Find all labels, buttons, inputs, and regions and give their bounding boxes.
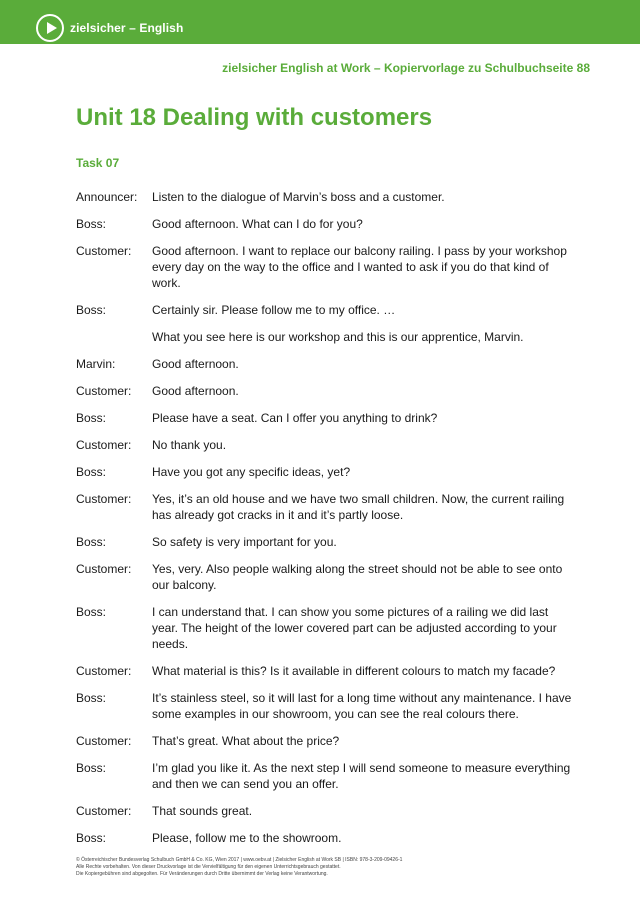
dialogue-line: [76, 491, 576, 523]
dialogue-line: [76, 302, 576, 318]
speaker-label: Customer:: [76, 664, 132, 678]
task-label: Task 07: [76, 156, 120, 170]
line-text: Please, follow me to the showroom.: [152, 831, 342, 845]
dialogue-line: [76, 410, 576, 426]
dialogue-line: [76, 216, 576, 232]
brand-name: zielsicher – English: [70, 21, 184, 35]
play-icon: [36, 14, 64, 42]
dialogue-line: [76, 604, 576, 652]
line-text: Certainly sir. Please follow me to my office. …: [152, 303, 396, 317]
line-text: So safety is very important for you.: [152, 535, 337, 549]
dialogue-line: [76, 690, 576, 722]
dialogue-line: [76, 830, 576, 846]
line-text: No thank you.: [152, 438, 227, 452]
line-text: Good afternoon.: [152, 384, 239, 398]
speaker-label: Announcer:: [76, 190, 138, 204]
line-text: Yes, it’s an old house and we have two small children. Now, the current railing has already got cracks in it and it’s partly loose.: [152, 492, 565, 522]
footer-line: Die Kopiergebühren sind abgegolten. Für Veränderungen durch Dritte übernimmt der Verlag keine Verantwortung.: [76, 871, 328, 877]
dialogue-line: [76, 189, 576, 205]
dialogue-line: [76, 383, 576, 399]
line-text: Good afternoon. What can I do for you?: [152, 217, 363, 231]
dialogue-line: [76, 534, 576, 550]
speaker-label: Customer:: [76, 562, 132, 576]
dialogue-line: [76, 464, 576, 480]
brand-logo: [36, 14, 183, 42]
page-subtitle: zielsicher English at Work – Kopiervorlage zu Schulbuchseite 88: [222, 61, 590, 75]
footer-line: Alle Rechte vorbehalten. Von dieser Druckvorlage ist die Vervielfältigung für den eigenen Unterrichtsgebrauch gestattet.: [76, 864, 341, 870]
copyright-footer: [76, 857, 576, 878]
speaker-label: Boss:: [76, 411, 107, 425]
line-text: What you see here is our workshop and this is our apprentice, Marvin.: [152, 330, 524, 344]
speaker-label: Customer:: [76, 492, 132, 506]
speaker-label: Marvin:: [76, 357, 116, 371]
speaker-label: Boss:: [76, 831, 107, 845]
dialogue-line: [76, 356, 576, 372]
line-text: What material is this? Is it available in different colours to match my facade?: [152, 664, 556, 678]
line-text: Please have a seat. Can I offer you anything to drink?: [152, 411, 438, 425]
speaker-label: Boss:: [76, 535, 107, 549]
dialogue-line: [76, 437, 576, 453]
speaker-label: Boss:: [76, 691, 107, 705]
dialogue-transcript: [76, 189, 576, 857]
speaker-label: Customer:: [76, 438, 132, 452]
speaker-label: [76, 329, 152, 345]
line-text: Good afternoon. I want to replace our balcony railing. I pass by your workshop every day on the way to the office and I wanted to ask if you do that kind of work.: [152, 244, 567, 290]
dialogue-line: [76, 760, 576, 792]
line-text: I’m glad you like it. As the next step I will send someone to measure everything and then we can send you an offer.: [152, 761, 571, 791]
line-text: Listen to the dialogue of Marvin’s boss and a customer.: [152, 190, 445, 204]
speaker-label: Boss:: [76, 605, 107, 619]
line-text: Good afternoon.: [152, 357, 239, 371]
dialogue-line: [76, 329, 576, 345]
dialogue-line: [76, 561, 576, 593]
line-text: That sounds great.: [152, 804, 253, 818]
dialogue-line: [76, 803, 576, 819]
dialogue-line: [76, 243, 576, 291]
dialogue-line: [76, 733, 576, 749]
speaker-label: Boss:: [76, 303, 107, 317]
speaker-label: Boss:: [76, 217, 107, 231]
speaker-label: Customer:: [76, 384, 132, 398]
page-title: Unit 18 Dealing with customers: [76, 104, 433, 131]
line-text: It’s stainless steel, so it will last for a long time without any maintenance. I have some examples in our showroom, you can see the real colours there.: [152, 691, 572, 721]
speaker-label: Boss:: [76, 761, 107, 775]
line-text: Have you got any specific ideas, yet?: [152, 465, 351, 479]
line-text: That’s great. What about the price?: [152, 734, 340, 748]
dialogue-line: [76, 663, 576, 679]
speaker-label: Customer:: [76, 244, 132, 258]
line-text: I can understand that. I can show you some pictures of a railing we did last year. The height of the lower covered part can be adjusted according to your needs.: [152, 605, 557, 651]
speaker-label: Customer:: [76, 734, 132, 748]
speaker-label: Customer:: [76, 804, 132, 818]
line-text: Yes, very. Also people walking along the street should not be able to see onto our balcony.: [152, 562, 563, 592]
footer-line: © Österreichischer Bundesverlag Schulbuch GmbH & Co. KG, Wien 2017 | www.oebv.at | Zielsicher English at Work SB | ISBN: 978-3-209-09426-1: [76, 857, 403, 863]
speaker-label: Boss:: [76, 465, 107, 479]
